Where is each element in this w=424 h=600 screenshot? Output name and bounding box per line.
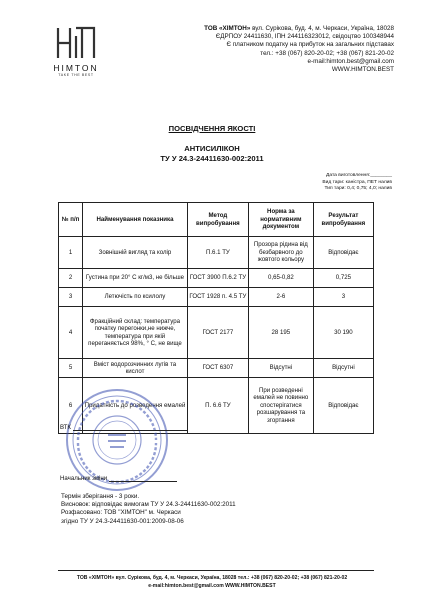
cell: П.6.1 ТУ (187, 237, 248, 269)
container-kind: Вид тари: каністра, ПЕТ налив (322, 179, 392, 185)
cell: 0,725 (313, 269, 373, 288)
cell: 4 (59, 307, 83, 359)
container-type: Тип тари: 0,4; 0,75; 4,0; налив (324, 186, 392, 192)
cell: При розведенні емалей не повинно спостерігатися розшарування та згортання (248, 378, 313, 434)
header-line: ТОВ «ХІМТОН» вул. Сурікова, буд. 4, м. Черкаси, Україна, 18028 (204, 25, 394, 32)
packing-standard: згідно ТУ У 24.3-24411630-001:2009-08-06 (61, 517, 184, 525)
cell: Густина при 20° С кг/м3, не більше (83, 269, 188, 288)
cell: Відповідає (313, 237, 373, 269)
table-row (59, 307, 374, 359)
product-standard: ТУ У 24.3-24411630-002:2011 (160, 154, 264, 163)
production-meta (192, 173, 392, 193)
cell: Вміст водорозчинних лугів та кислот (83, 359, 188, 378)
cell: 6 (59, 378, 83, 434)
production-date: Дата виготовлення:________ (326, 173, 392, 178)
table-row (59, 237, 374, 269)
cell: Відповідає (313, 378, 373, 434)
logo-tagline: TAKE THE BEST (58, 73, 94, 77)
cell: 3 (313, 288, 373, 307)
cell: 28 195 (248, 307, 313, 359)
cell: ГОСТ 1928 п. 4.5 ТУ (187, 288, 248, 307)
header-line: ЄДРПОУ 24411630, ІПН 244116323012, свідоцтво 100348944 (215, 33, 394, 41)
vtk-signature-line (73, 430, 188, 431)
company-logo (44, 26, 108, 77)
cell: 2-6 (248, 288, 313, 307)
himton-logo-icon (54, 26, 98, 60)
col-method: Метод випробування (187, 203, 248, 237)
vtk-signature: ВТК (60, 424, 188, 431)
cell: ГОСТ 2177 (187, 307, 248, 359)
col-norm: Норма за нормативним документом (248, 203, 313, 237)
col-number: № п/п (59, 203, 83, 237)
shelf-life: Термін зберігання - 3 роки. (61, 493, 140, 500)
document-title: ПОСВІДЧЕННЯ ЯКОСТІ (168, 124, 256, 133)
footer-divider (58, 570, 374, 571)
cell: Відсутні (313, 359, 373, 378)
company-header (108, 25, 394, 74)
cell: ГОСТ 3900 П.6.2 ТУ (187, 269, 248, 288)
cell: Відсутні (248, 359, 313, 378)
cell: Зовнішній вигляд та колір (83, 237, 188, 269)
header-line: WWW.HIMTON.BEST (331, 66, 394, 74)
header-line: e-mail:himton.best@gmail.com (307, 57, 394, 65)
cell: 1 (59, 237, 83, 269)
cell: 0,65-0,82 (248, 269, 313, 288)
cell: Фракційний склад: температура початку перегонки,не нижче, температура при якій переганяється 98%, ° С, не вище (83, 307, 188, 359)
product-name: АНТИСИЛІКОН (184, 144, 240, 153)
logo-brand: HIMTON (53, 63, 99, 73)
shift-head-signature-line (109, 481, 177, 482)
packed-by: Розфасовано: ТОВ "ХІМТОН" м. Черкаси (61, 509, 181, 517)
table-row (59, 269, 374, 288)
footer-address: ТОВ «ХІМТОН» вул. Сурікова, буд. 4, м. Черкаси, Україна, 18028 тел.: +38 (067) 820-20-02; +38 (067) 821-20-02 (76, 575, 348, 581)
cell: П. 6.6 ТУ (187, 378, 248, 434)
table-header-row (59, 203, 374, 237)
certificate-notes (61, 493, 236, 526)
footer-contacts: e-mail:himton.best@gmail.com WWW.HIMTON.BEST (148, 583, 276, 589)
cell: Летючість по ксилолу (83, 288, 188, 307)
col-result: Результат випробування (313, 203, 373, 237)
header-line: тел.: +38 (067) 820-20-02; +38 (067) 821-20-02 (260, 49, 394, 57)
quality-table (58, 202, 374, 434)
cell: Придатність до розведення емалей (83, 378, 188, 434)
cell: 30 190 (313, 307, 373, 359)
cell: 2 (59, 269, 83, 288)
col-indicator: Найменування показника (83, 203, 188, 237)
cell: ГОСТ 6307 (187, 359, 248, 378)
table-row (59, 288, 374, 307)
cell: Прозора рідина від безбарвного до жовтого кольору (248, 237, 313, 269)
cell: 5 (59, 359, 83, 378)
table-row (59, 359, 374, 378)
cell: 3 (59, 288, 83, 307)
header-line: Є платником податку на прибуток на загальних підставах (226, 41, 394, 49)
conclusion: Висновок: відповідає вимогам ТУ У 24.3-24411630-002:2011 (61, 501, 236, 509)
shift-head-signature: Начальник зміни (60, 475, 177, 482)
